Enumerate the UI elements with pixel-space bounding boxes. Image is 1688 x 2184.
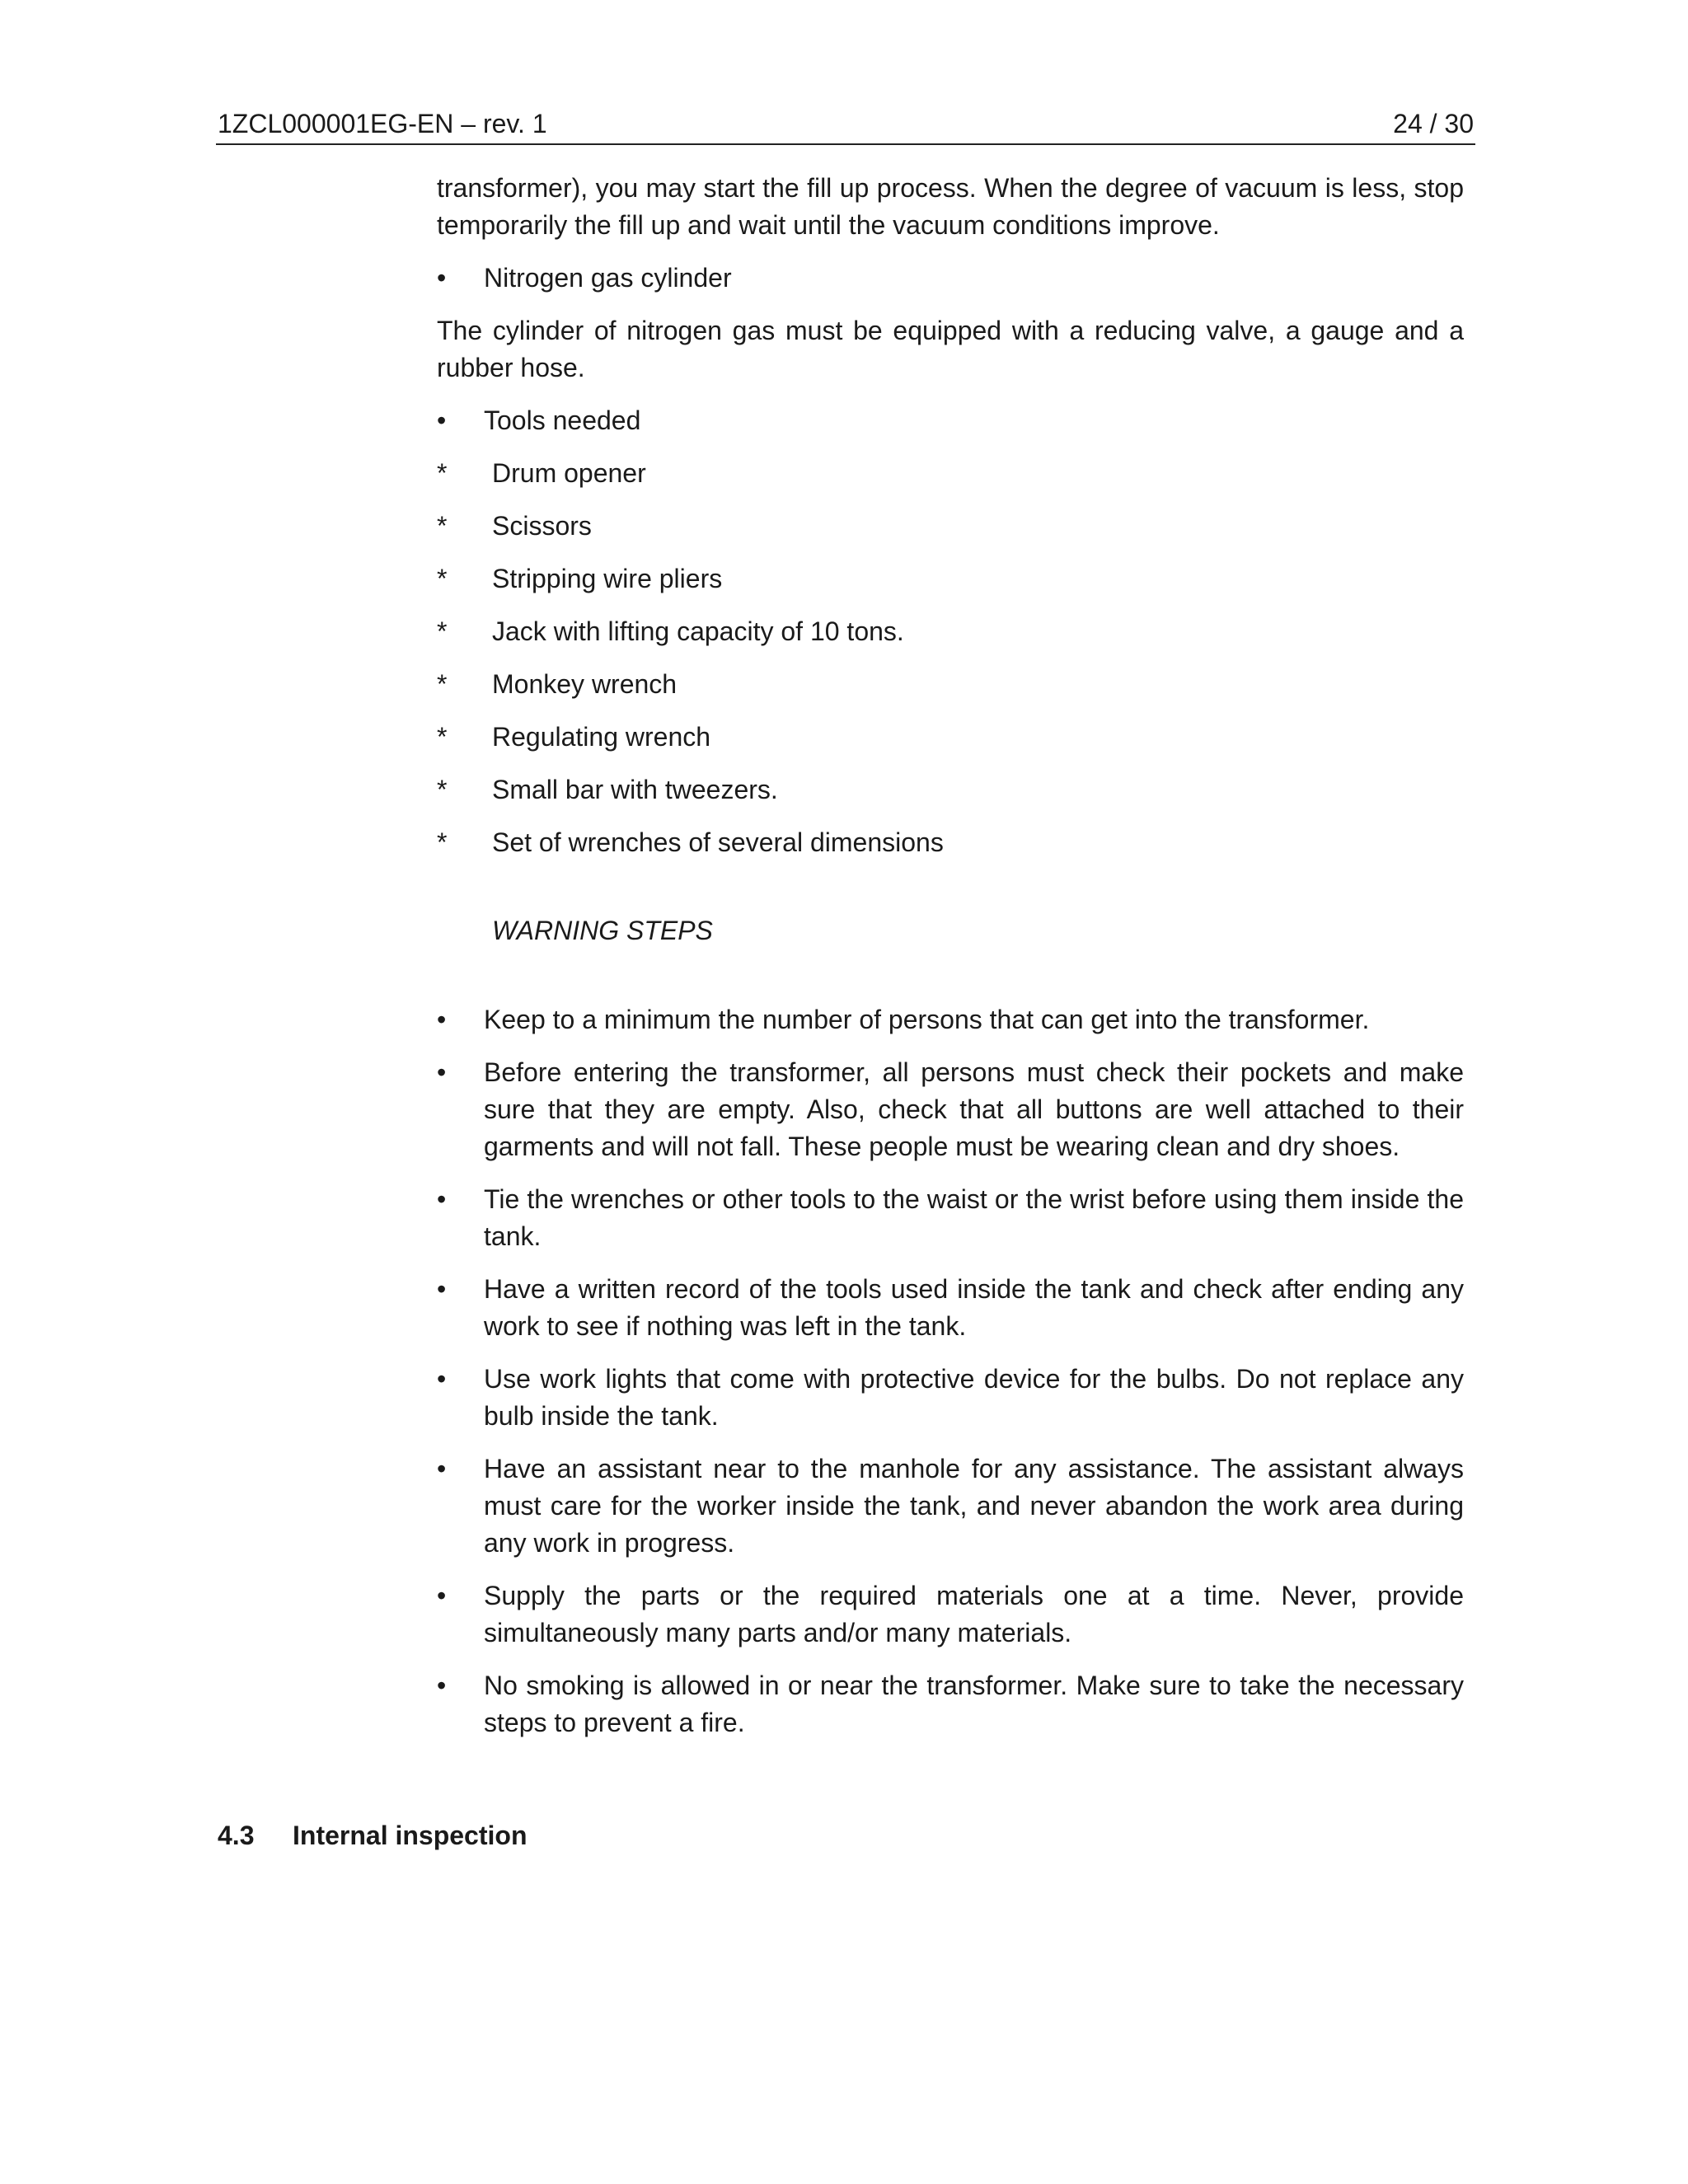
warning-item-text: Before entering the transformer, all persons must check their pockets and make sure that they are empty. Also, check that all buttons are well attached to their garments and will not fall. These people must be wearing clean and dry shoes. (484, 1057, 1464, 1161)
warning-item-text: Have a written record of the tools used inside the tank and check after ending any work to see if nothing was left in the tank. (484, 1274, 1464, 1341)
tool-item-label: Set of wrenches of several dimensions (492, 827, 944, 857)
tool-item-label: Regulating wrench (492, 722, 711, 752)
bullet-mark: • (437, 1005, 447, 1034)
tool-item (437, 771, 1464, 808)
bullet-mark: • (437, 1184, 447, 1214)
star-mark: * (437, 616, 448, 646)
star-mark: * (437, 458, 448, 488)
warning-item-text: Keep to a minimum the number of persons that can get into the transformer. (484, 1005, 1370, 1034)
tool-item-label: Small bar with tweezers. (492, 775, 778, 804)
warning-list (437, 1001, 1464, 1741)
page-number: 24 / 30 (1393, 109, 1474, 138)
warning-item (437, 1001, 1464, 1038)
tools-list (437, 455, 1464, 861)
tool-item (437, 719, 1464, 756)
tool-item (437, 613, 1464, 650)
warning-item-text: Use work lights that come with protective device for the bulbs. Do not replace any bulb inside the tank. (484, 1364, 1464, 1431)
warning-item (437, 1577, 1464, 1652)
star-mark: * (437, 827, 448, 857)
bullet-mark: • (437, 1671, 447, 1700)
tool-item (437, 508, 1464, 545)
page-header (216, 105, 1475, 145)
warning-item-text: Tie the wrenches or other tools to the waist or the wrist before using them inside the tank. (484, 1184, 1464, 1251)
bullet-mark: • (437, 1057, 447, 1087)
nitrogen-paragraph: The cylinder of nitrogen gas must be equipped with a reducing valve, a gauge and a rubber hose. (437, 316, 1464, 382)
warning-item-text: No smoking is allowed in or near the transformer. Make sure to take the necessary steps to prevent a fire. (484, 1671, 1464, 1737)
tool-item (437, 666, 1464, 703)
star-mark: * (437, 775, 448, 804)
tool-item (437, 455, 1464, 492)
section-title: Internal inspection (293, 1821, 528, 1850)
warning-item (437, 1054, 1464, 1165)
bullet-mark: • (437, 1364, 447, 1394)
warning-item (437, 1361, 1464, 1435)
bullet-mark: • (437, 1274, 447, 1304)
page-content (437, 170, 1464, 1757)
star-mark: * (437, 511, 448, 541)
tool-item-label: Stripping wire pliers (492, 564, 723, 593)
star-mark: * (437, 669, 448, 699)
warning-item (437, 1451, 1464, 1562)
bullet-mark: • (437, 263, 447, 293)
warning-item-text: Have an assistant near to the manhole for any assistance. The assistant always must care for the worker inside the tank, and never abandon the work area during any work in progress. (484, 1454, 1464, 1558)
tool-item (437, 560, 1464, 598)
tools-title: Tools needed (484, 405, 641, 435)
tool-item (437, 824, 1464, 861)
bullet-mark: • (437, 405, 447, 435)
tool-item-label: Drum opener (492, 458, 646, 488)
nitrogen-title: Nitrogen gas cylinder (484, 263, 732, 293)
tool-item-label: Monkey wrench (492, 669, 678, 699)
document-id: 1ZCL000001EG-EN – rev. 1 (218, 109, 547, 138)
star-mark: * (437, 564, 448, 593)
warning-heading: WARNING STEPS (492, 916, 713, 945)
warning-item (437, 1271, 1464, 1345)
tool-item-label: Scissors (492, 511, 592, 541)
star-mark: * (437, 722, 448, 752)
intro-paragraph: transformer), you may start the fill up process. When the degree of vacuum is less, stop temporarily the fill up and wait until the vacuum conditions improve. (437, 173, 1464, 240)
bullet-mark: • (437, 1581, 447, 1610)
warning-item (437, 1181, 1464, 1255)
section-number: 4.3 (218, 1821, 255, 1850)
bullet-tools (437, 402, 1464, 439)
tool-item-label: Jack with lifting capacity of 10 tons. (492, 616, 904, 646)
warning-item-text: Supply the parts or the required materials one at a time. Never, provide simultaneously many parts and/or many materials. (484, 1581, 1464, 1647)
warning-item (437, 1667, 1464, 1741)
bullet-nitrogen (437, 260, 1464, 297)
section-heading (218, 1817, 527, 1854)
bullet-mark: • (437, 1454, 447, 1483)
